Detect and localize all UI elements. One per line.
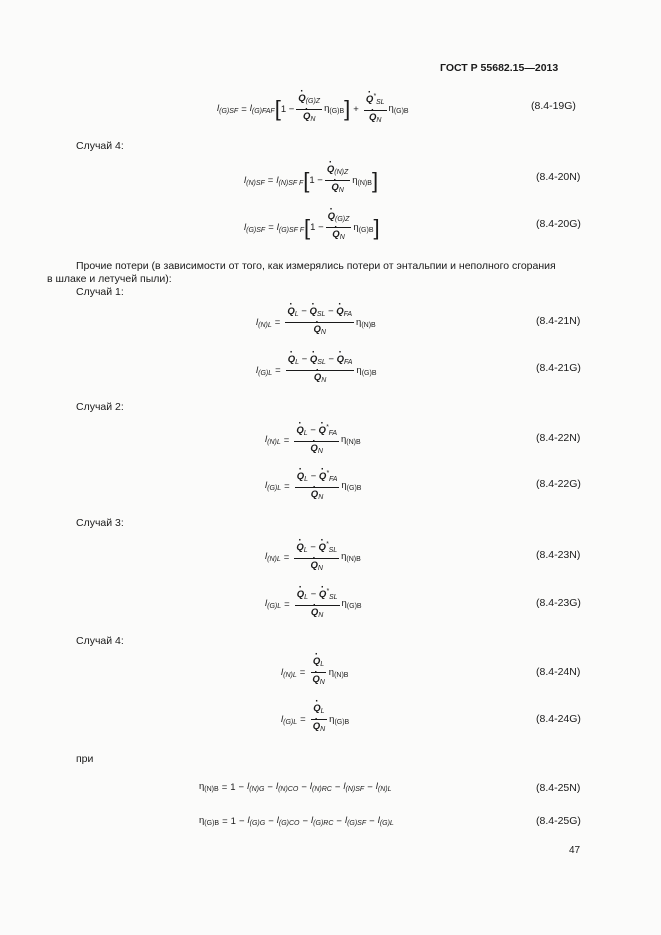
equation-8-4-25g: $\eta_{(G)B}$ = 1 − $l_{(G)G}$ − $l_{(G)CO}$ − $l_{(G)RC}$ − $l_{(G)SF}$ − $l_{(G)L}$	[199, 815, 394, 827]
equation-8-4-25n: $\eta_{(N)B}$ = 1 − $l_{(N)G}$ − $l_{(N)CO}$ − $l_{(N)RC}$ − $l_{(N)SF}$ − $l_{(N)L}$	[199, 781, 392, 793]
equation-number: (8.4-23N)	[536, 549, 581, 561]
equation-number: (8.4-20N)	[536, 171, 581, 183]
equation-8-4-22g: $l_{(G)L}$ = · $Q_L$ − · $Q^*_{FA}$ · $Q_N$ $\eta_{(G)B}$	[265, 468, 361, 504]
equation-number: (8.4-22G)	[536, 478, 581, 490]
equation-8-4-24g: $l_{(G)L}$ = · $Q_L$ · $Q_N$ $\eta_{(G)B}$	[281, 703, 349, 736]
equation-number: (8.4-24N)	[536, 666, 581, 678]
case-label: Случай 1:	[76, 286, 124, 298]
page-number: 47	[569, 845, 581, 856]
equation-8-4-20g: $l_{(G)SF}$ = $l_{(G)SF F}$ [ 1 − · $Q_{(G)Z}$ · $Q_N$ $\eta_{(G)B}$ ]	[244, 211, 380, 244]
equation-number: (8.4-22N)	[536, 432, 581, 444]
case-label: Случай 2:	[76, 401, 124, 413]
equation-number: (8.4-23G)	[536, 597, 581, 609]
equation-number: (8.4-20G)	[536, 218, 581, 230]
equation-number: (8.4-25N)	[536, 782, 581, 794]
paragraph-line: в шлаке и летучей пыли):	[47, 273, 172, 285]
equation-8-4-23n: $l_{(N)L}$ = · $Q_L$ − · $Q^*_{SL}$ · $Q_N$ $\eta_{(N)B}$	[265, 539, 361, 575]
equation-number: (8.4-21N)	[536, 315, 581, 327]
equation-8-4-21n: $l_{(N)L}$ = · $Q_L$ − · $Q_{SL}$ − · $Q_{FA}$ · $Q_N$ $\eta_{(N)B}$	[256, 306, 376, 339]
case-label: Случай 4:	[76, 635, 124, 647]
case-label: Случай 4:	[76, 140, 124, 152]
paragraph-word: при	[76, 753, 94, 765]
equation-8-4-24n: $l_{(N)L}$ = · $Q_L$ · $Q_N$ $\eta_{(N)B}$	[281, 656, 348, 689]
equation-8-4-21g: $l_{(G)L}$ = · $Q_L$ − · $Q_{SL}$ − · $Q_{FA}$ · $Q_N$ $\eta_{(G)B}$	[256, 354, 377, 387]
case-label: Случай 3:	[76, 517, 124, 529]
equation-number: (8.4-21G)	[536, 362, 581, 374]
equation-number: (8.4-24G)	[536, 713, 581, 725]
equation-8-4-22n: $l_{(N)L}$ = · $Q_L$ − · $Q^*_{FA}$ · $Q_N$ $\eta_{(N)B}$	[265, 422, 361, 458]
equation-number: (8.4-19G)	[531, 100, 576, 112]
equation-8-4-23g: $l_{(G)L}$ = · $Q_L$ − · $Q^*_{SL}$ · $Q_N$ $\eta_{(G)B}$	[265, 586, 362, 622]
equation-8-4-19g: $l_{(G)SF}$ = $l_{(G)FAF}$ [ 1 − · $Q_{(G)Z}$ · $Q_N$ $\eta_{(G)B}$ ] + · $Q^*_{SL}$ · $Q_N$ $\eta_{(G)B}$	[217, 91, 409, 127]
paragraph-line: Прочие потери (в зависимости от того, как измерялись потери от энтальпии и неполного сгорания	[76, 260, 556, 272]
equation-number: (8.4-25G)	[536, 815, 581, 827]
equation-8-4-20n: $l_{(N)SF}$ = $l_{(N)SF F}$ [ 1 − · $Q_{(N)Z}$ · $Q_N$ $\eta_{(N)B}$ ]	[244, 164, 378, 197]
document-header: ГОСТ Р 55682.15—2013	[440, 62, 559, 74]
